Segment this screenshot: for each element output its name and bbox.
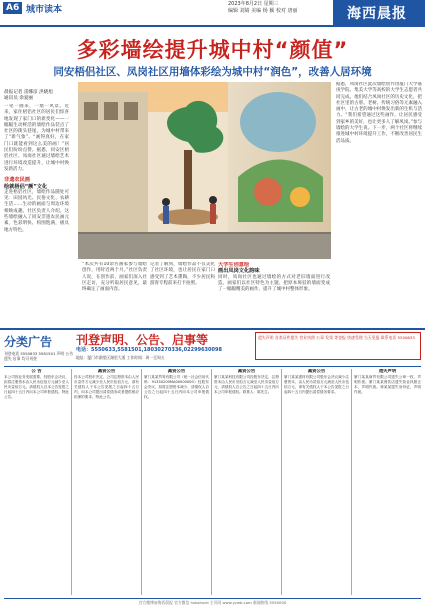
classified-body: 本公司因业务发展需要，经股东会决议，拟将注册资本由人民币伍佰万元减少至人民币壹佰万元。请债权人自本公告见报之日起四十五日内向本公司申报债权。特此公告。 <box>4 375 69 399</box>
classified-column <box>354 369 421 597</box>
classified-column <box>214 369 279 597</box>
mural-photo <box>78 82 331 259</box>
article-paragraph: 据悉，凤岗社区此次墙绘创作由厦门大学嘉庚学院、集美大学等高校的大学生志愿者共同完成。他们结合凤岗社区的历史文化，把社区里的古厝、老树、传统习俗等元素融入画中，让古老的城中村焕发出新的生机与活力。“我们希望通过这些画作，让居民感受到家乡的美好，也让更多人了解凤岗。”参与墙绘的大学生说。下一步，两个社区将继续推进城中村环境提升工作，不断改善居民生活品质。 <box>336 82 422 144</box>
page-footer: 官方微博@海西晨报 官方微信 hxbzhxcb 主页网 www.ycwb.com 新闻热线 5550000 <box>138 600 287 605</box>
classifieds-address: 地址：厦门市湖里区湖里大道 工作时间：周一至周五 <box>76 355 165 360</box>
article-headline: 多彩墙绘提升城中村“颜值” <box>76 38 349 62</box>
subsection-title-2: 画出凤岗文化韵味 <box>218 268 260 275</box>
header-rule <box>0 25 425 27</box>
classified-heading: 减资公告 <box>167 369 186 374</box>
classifieds-headline: 刊登声明、公告、启事等 <box>76 333 209 347</box>
byline-correspondent: 通讯员 余爱丽 <box>4 96 34 102</box>
subsection-title-1: 绘就梧侣“颜”文化 <box>4 183 48 190</box>
classifieds-rule <box>0 328 425 330</box>
classified-body: 厦门某某科技有限公司经股东决定，注册资本由人民币叁佰万元减至人民币壹佰万元，请债权人自公告之日起四十五日内向本公司申报债权。联系人：陈先生。 <box>214 375 279 394</box>
classified-body: 经本公司股东决定，公司注册资本由人民币壹仟万元减少至人民币伍佰万元，请有关债权人于本公告见报之日起四十五日内，向本公司提出清偿债务或者提供相应担保的要求。特此公告。 <box>74 375 139 399</box>
subsection-label-1: 非遗农民画 <box>4 177 30 184</box>
issue-info <box>228 1 318 15</box>
article-paragraph: 同时，凤岗社区也通过墙绘的方式对老旧墙面进行改造。画家们以社区特色为主题，把原本斑驳的墙面变成了一幅幅精美的画作，提升了城中村整体形象。 <box>218 274 330 293</box>
article-column-3 <box>150 262 215 322</box>
classifieds-title-box <box>4 333 74 351</box>
article-column-2 <box>82 262 147 322</box>
classified-column <box>144 369 209 597</box>
classifieds-divider <box>4 366 421 367</box>
issue-date: 2023年8月2日 星期三 <box>228 1 279 7</box>
classified-column <box>4 369 69 597</box>
article-paragraph: 走进梧侣社区，墙绘作品随处可见：田园风光、民俗文化、农耕生活……生动的画面与周边环境相映成趣。社区负责人介绍，这些墙绘融入了同安非遗农民画元素，色彩明快、构图饱满，极具地方特色。 <box>4 189 69 233</box>
article-paragraph: “本次共有10余名画家参与墙绘创作，用时近两个月。”社区负责人说，在创作前，画家们深入社区走访，充分听取居民意见，最终确定了画面内容。 <box>82 262 147 293</box>
column-separator <box>211 369 212 595</box>
masthead <box>0 0 425 26</box>
byline <box>4 90 64 103</box>
classified-body: 厦门某某建材有限公司股东会决议减少注册资本，由人民币贰佰万元减至人民币伍拾万元，请有关债权人于本公告见报之日起四十五日内提出清偿债务要求。 <box>284 375 349 394</box>
classified-heading: 减资公告 <box>307 369 326 374</box>
classified-column <box>284 369 349 597</box>
article-subhead: 同安梧侣社区、凤岗社区用墙体彩绘为城中村“润色”，改善人居环境 <box>53 66 372 78</box>
classifieds-note: 刊登电话 5550633 5581501 声明 公告 遗失 启事 均可刊登 <box>4 351 74 361</box>
footer-rule <box>4 598 421 599</box>
classified-heading: 公 告 <box>31 369 42 374</box>
article-column-4 <box>218 262 330 322</box>
classified-heading: 减资公告 <box>97 369 116 374</box>
article-column-5 <box>336 82 422 335</box>
brand-name: 海西晨报 <box>347 6 407 22</box>
page-number-badge: A6 <box>3 2 22 14</box>
issue-editors: 编辑 刘婧 美编 杨 颖 校对 唐丽 <box>228 8 298 14</box>
classified-body: 厦门某某贸易有限公司（统一社会信用代码：91350200MA00000000）经股东会决议，拟将注册资本减少，请债权人自公告之日起四十五日内向本公司申报债权。 <box>144 375 209 399</box>
brand-logo <box>333 0 425 25</box>
section-title: 城市读本 <box>26 5 63 15</box>
classified-heading: 减资公告 <box>237 369 256 374</box>
column-separator <box>351 369 352 595</box>
byline-reporters: 晨报记者 雷娜彦 洪晓旭 <box>4 90 53 95</box>
classified-body: 厦门某某商贸有限公司遗失公章一枚，声明作废。厦门某某餐饮店遗失营业执照正本，声明作废。林某某遗失身份证，声明作废。 <box>354 375 421 394</box>
classified-column <box>74 369 139 597</box>
column-separator <box>141 369 142 595</box>
article-paragraph: 记者了解到，墙绘作品不仅美化了社区环境，也让居民在家门口感受到了艺术熏陶，不少居民和游客专程前来打卡拍照。 <box>150 262 215 286</box>
article-column-1 <box>4 104 69 316</box>
classifieds-promo-box: 遗失声明 各类证件遗失 营业执照 公章 发票 等登报 快速受理 当天见报 联系电话 5550633 <box>255 332 421 360</box>
classifieds-title: 分类广告 <box>4 335 53 349</box>
classified-heading: 遗失声明 <box>378 369 397 374</box>
column-separator <box>281 369 282 595</box>
article-paragraph: 一笔一画来，一墙一风景。近来，家住梧侣社区的居民们惊喜地发现了家门口的新变化——一幅幅生动鲜活的墙绘作品装点了社区的街头巷尾，为城中村带来了“新气象”。“画得真好，在家门口就能看到这么美的画！”居民们纷纷点赞。据悉，同安区梧侣社区、凤岗社区通过墙绘艺术进行环境改造提升，让城中村焕发新活力。 <box>4 104 69 172</box>
subsection-label-2: 大学生创意绘 <box>218 262 250 268</box>
column-separator <box>71 369 72 595</box>
mural-illustration <box>78 82 331 259</box>
classifieds-phone: 电话：5550633,5581501,18030270336,02299630098 <box>76 347 222 353</box>
